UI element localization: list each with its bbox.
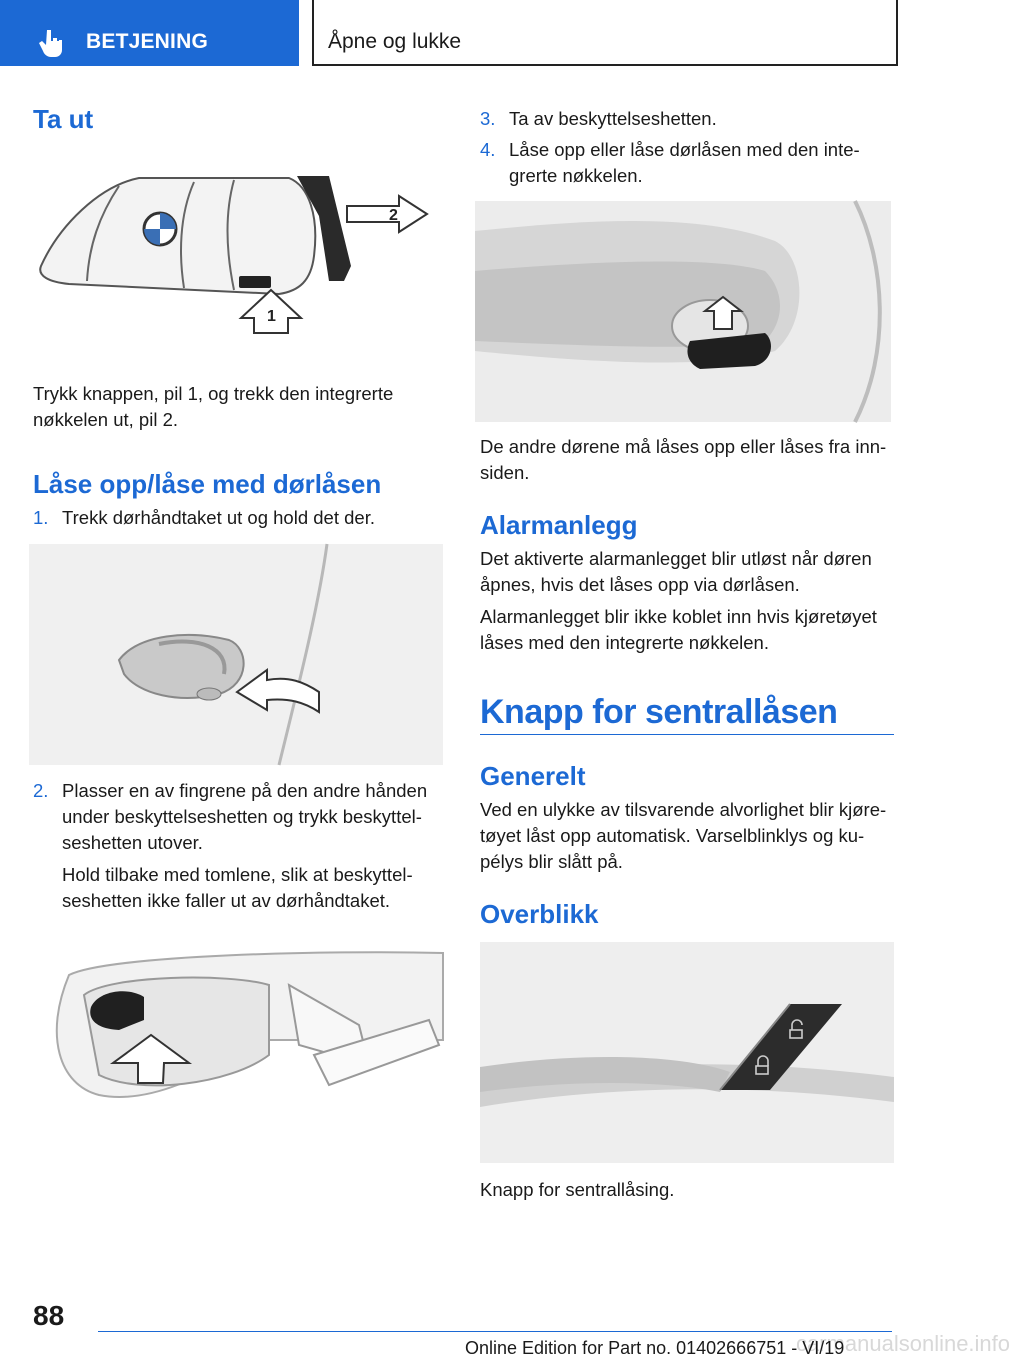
step-1-number: 1. bbox=[33, 507, 49, 528]
heading-overblikk: Overblikk bbox=[480, 899, 599, 929]
hand-pointer-icon bbox=[38, 28, 66, 58]
door-handle-illustration bbox=[29, 544, 443, 765]
step-2-note-line-1: Hold tilbake med tomlene, slik at beskyttel‐ bbox=[62, 864, 413, 885]
arrow-label-2: 2 bbox=[389, 207, 398, 224]
alarm-p2-line-2: låses med den integrerte nøkkelen. bbox=[480, 632, 769, 653]
overblikk-caption: Knapp for sentrallåsing. bbox=[480, 1179, 675, 1200]
generelt-line-2: tøyet låst opp automatisk. Varselblinklys og ku‐ bbox=[480, 825, 865, 846]
lock-cylinder-illustration bbox=[475, 201, 891, 422]
figure-central-lock-button bbox=[480, 942, 894, 1163]
generelt-line-3: pélys blir slått på. bbox=[480, 851, 623, 872]
step-3-text: Ta av beskyttelseshetten. bbox=[509, 108, 717, 129]
figure-lock-cylinder bbox=[475, 201, 891, 422]
ta-ut-caption-line-1: Trykk knappen, pil 1, og trekk den integrerte bbox=[33, 383, 394, 404]
header-section-label: BETJENING bbox=[86, 30, 208, 53]
header-chapter-box bbox=[312, 0, 898, 66]
alarm-p1-line-2: åpnes, hvis det låses opp via dørlåsen. bbox=[480, 574, 800, 595]
ta-ut-caption-line-2: nøkkelen ut, pil 2. bbox=[33, 409, 178, 430]
figure-key-removal bbox=[29, 156, 443, 352]
step-1-text: Trekk dørhåndtaket ut og hold det der. bbox=[62, 507, 375, 528]
heading-underline bbox=[480, 734, 894, 735]
step-2-note-line-2: seshetten ikke faller ut av dørhåndtaket. bbox=[62, 890, 391, 911]
page-number: 88 bbox=[33, 1300, 65, 1331]
alarm-p2-line-1: Alarmanlegget blir ikke koblet inn hvis kjøretøyet bbox=[480, 606, 877, 627]
heading-generelt: Generelt bbox=[480, 761, 586, 791]
step-2-line-3: seshetten utover. bbox=[62, 832, 203, 853]
central-lock-illustration bbox=[480, 942, 894, 1163]
heading-knapp-sentrallaasen: Knapp for sentrallåsen bbox=[480, 693, 838, 731]
cap-removal-illustration bbox=[29, 945, 443, 1131]
other-doors-line-1: De andre dørene må låses opp eller låses fra inn‐ bbox=[480, 436, 887, 457]
step-2-line-2: under beskyttelseshetten og trykk beskyttel‐ bbox=[62, 806, 422, 827]
arrow-label-1: 1 bbox=[267, 308, 276, 325]
figure-cap-removal bbox=[29, 945, 443, 1131]
other-doors-line-2: siden. bbox=[480, 462, 530, 483]
header-chapter-title: Åpne og lukke bbox=[328, 30, 462, 53]
heading-alarmanlegg: Alarmanlegg bbox=[480, 510, 638, 540]
step-2-number: 2. bbox=[33, 780, 49, 801]
heading-ta-ut: Ta ut bbox=[33, 104, 94, 134]
heading-laase-opp: Låse opp/låse med dørlåsen bbox=[33, 469, 382, 499]
key-fob-illustration bbox=[29, 156, 443, 352]
watermark: carmanualsonline.info bbox=[796, 1331, 1010, 1356]
alarm-p1-line-1: Det aktiverte alarmanlegget blir utløst når døren bbox=[480, 548, 872, 569]
generelt-line-1: Ved en ulykke av tilsvarende alvorlighet blir kjøre‐ bbox=[480, 799, 887, 820]
step-4-line-2: grerte nøkkelen. bbox=[509, 165, 643, 186]
footer-rule bbox=[98, 1331, 892, 1332]
figure-door-handle-pull bbox=[29, 544, 443, 765]
footer-edition: Online Edition for Part no. 01402666751 - VI/19 bbox=[465, 1338, 845, 1358]
step-3-number: 3. bbox=[480, 108, 496, 129]
header-section-tab bbox=[0, 0, 299, 66]
step-4-line-1: Låse opp eller låse dørlåsen med den inte‐ bbox=[509, 139, 860, 160]
step-4-number: 4. bbox=[480, 139, 496, 160]
step-2-line-1: Plasser en av fingrene på den andre hånden bbox=[62, 780, 428, 801]
